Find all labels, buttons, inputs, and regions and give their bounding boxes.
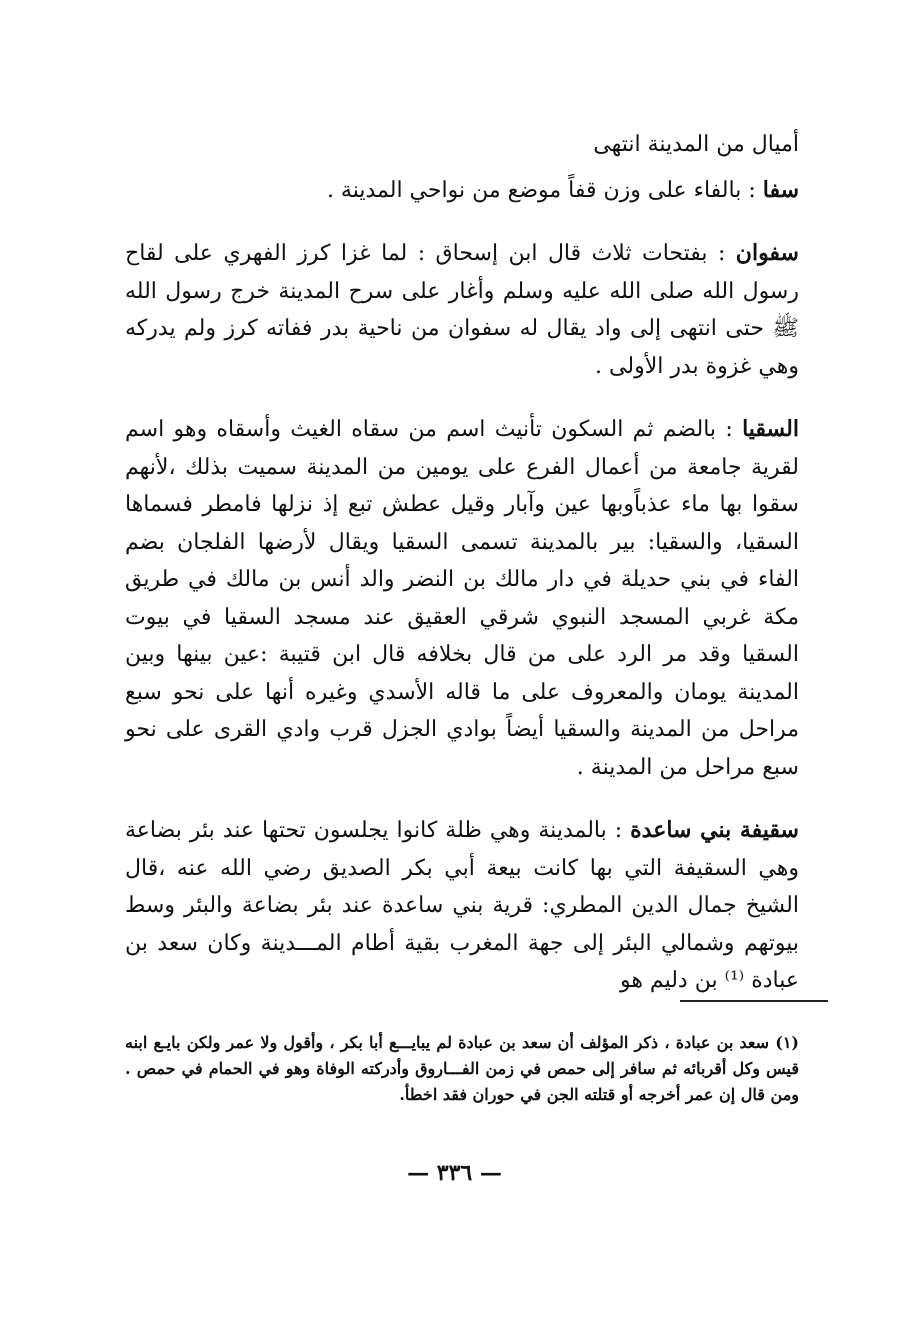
entry-text: : بفتحات ثلاث قال ابن إسحاق : لما غزا كرز الفهري على لقاح رسول الله صلى الله عليه وسلم وأغار على سرح المدينة خرج رسول الله ﷺ حتى انتهى إلى واد يقال له سفوان من ناحية بدر ففاته كرز ولم يدركه وهي غزوة بدر الأولى . (125, 241, 799, 379)
entry-text: : بالضم ثم السكون تأنيث اسم من سقاه الغيث وأسقاه وهو اسم لقرية جامعة من أعمال الفرع على يومين من المدينة سميت بذلك ،لأنهم سقوا بها ماء عذباًوبها عين وآبار وقيل عطش تبع إذ نزلها فامطر فسماها السقيا، والسقيا: بير بالمدينة تسمى السقيا ويقال لأرضها الفلجان بضم الفاء في بني حديلة في دار مالك بن النضر والد أنس بن مالك في طريق مكة غربي المسجد النبوي شرقي العقيق عند مسجد السقيا في بيوت السقيا وقد مر الرد على من قال بخلافه قال ابن قتيبة :عين بينها وبين المدينة يومان والمعروف على ما قاله الأسدي وغيره أنها على نحو سبع مراحل من المدينة والسقيا أيضاً بوادي الجزل قرب وادي القرى على نحو سبع مراحل من المدينة . (125, 417, 799, 780)
entry-saqifa-bani-saida (125, 812, 799, 1000)
footnote-divider (680, 1000, 828, 1002)
entry-suqya (125, 411, 799, 786)
footnote: (١) سعد بن عبادة ، ذكر المؤلف أن سعد بن عبادة لم يبايـــع أبا بكر ، وأقول ولا عمر ولكن بايـع ابنه قيس وكل أقربائه ثم سافر إلى حمص في زمن الفـــاروق وأدركته الوفاة وهو في الحمام في حمص . ومن قال إن عمر أخرجه أو قتلته الجن في حوران فقد اخطأ. (125, 1033, 799, 1104)
entry-continuation (125, 126, 799, 164)
entry-text: : بالفاء على وزن قفاً موضع من نواحي المدينة . (326, 177, 763, 203)
entry-text: أميال من المدينة انتهى (593, 132, 799, 157)
body-text (125, 126, 799, 1000)
entry-safa (125, 172, 799, 210)
entry-term: سقيفة بني ساعدة (630, 817, 799, 843)
entry-term: سفا (762, 176, 799, 203)
entry-term: سفوان (735, 240, 799, 266)
page-number: — ٣٣٦ — (407, 1160, 502, 1186)
entry-term: السقيا (742, 416, 799, 442)
entry-text: : بالمدينة وهي ظلة كانوا يجلسون تحتها عند بئر بضاعة وهي السقيفة التي بها كانت بيعة أبي بكر الصديق رضي الله عنه ،قال الشيخ جمال الدين المطري: قرية بني ساعدة عند بئر بضاعة والبئر وسط بيوتهم وشمالي البئر إلى جهة المغرب بقية أطام المـــدينة وكان سعد بن عبادة ⁽¹⁾ بن دليم هو (125, 818, 799, 993)
entry-safwan (125, 235, 799, 385)
